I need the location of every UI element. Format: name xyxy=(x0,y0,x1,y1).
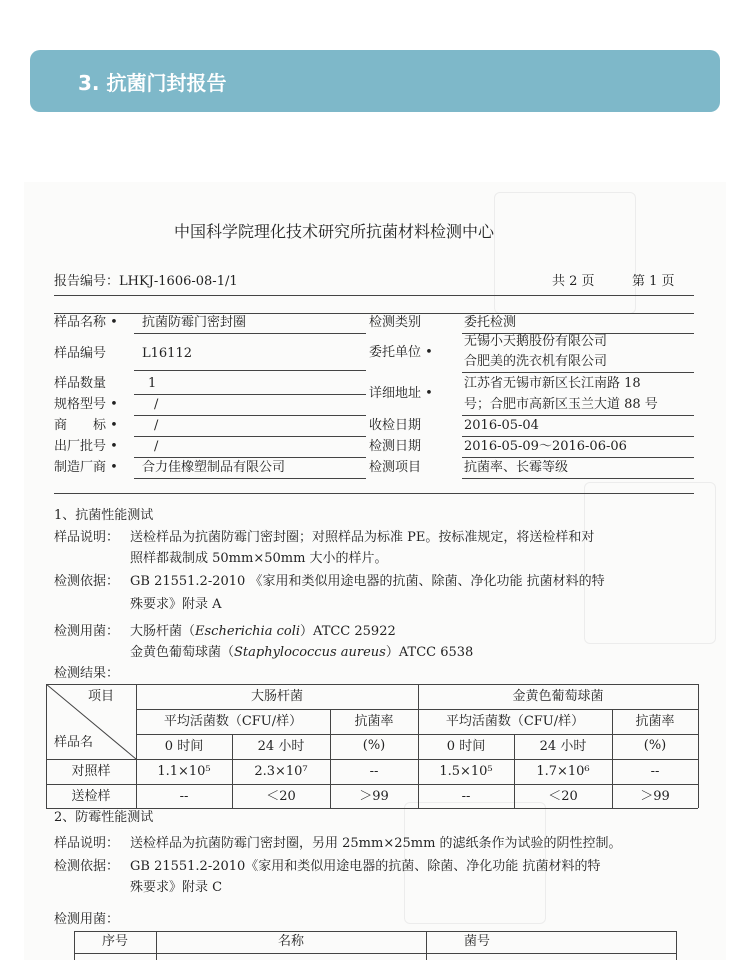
ecoli-rate-head: 抗菌率 xyxy=(354,714,394,729)
sample-desc-label: 样品说明： xyxy=(54,530,120,545)
staph-0h-head: 0 时间 xyxy=(446,739,486,754)
table-border xyxy=(676,931,677,960)
rule xyxy=(134,478,366,479)
section-1-title: 1、抗菌性能测试 xyxy=(54,508,154,523)
sample-desc-2-line-1: 送检样品为抗菌防霉门密封圈，另用 25mm×25mm 的滤纸条作为试验的阴性控制。 xyxy=(130,836,622,851)
table-rule xyxy=(426,931,427,960)
row-sample-staph-0h: -- xyxy=(461,789,471,804)
rule xyxy=(462,436,694,437)
col-no-head: 序号 xyxy=(101,934,128,949)
ecoli-rate-pct: (%) xyxy=(362,738,386,753)
basis-2-line-1: GB 21551.2-2010《家用和类似用途电器的抗菌、除菌、净化功能 抗菌材料的特 xyxy=(130,859,601,874)
ecoli-0h-head: 0 时间 xyxy=(164,739,204,754)
strain-ecoli: 大肠杆菌（Escherichia coli）ATCC 25922 xyxy=(130,624,396,639)
basis-line-1: GB 21551.2-2010 《家用和类似用途电器的抗菌、除菌、净化功能 抗菌材料的特 xyxy=(130,574,605,589)
page-number: 第 1 页 xyxy=(632,274,675,289)
value-address-1: 江苏省无锡市新区长江南路 18 xyxy=(464,376,641,391)
rule xyxy=(134,457,366,458)
label-brand: 商 标 • xyxy=(54,418,118,433)
rule xyxy=(462,478,694,479)
basis-label: 检测依据： xyxy=(54,574,120,589)
rule xyxy=(462,415,694,416)
value-test-date: 2016-05-09～2016-06-06 xyxy=(464,439,627,454)
basis-2-label: 检测依据： xyxy=(54,859,120,874)
value-test-type: 委托检测 xyxy=(464,315,517,330)
report-document xyxy=(24,182,726,960)
row-control-ecoli-24h: 2.3×10⁷ xyxy=(254,764,308,779)
value-model: / xyxy=(154,397,159,412)
staph-header: 金黄色葡萄球菌 xyxy=(512,689,604,704)
institution-title: 中国科学院理化技术研究所抗菌材料检测中心 xyxy=(174,222,495,241)
strain-2-label: 检测用菌： xyxy=(54,912,120,927)
label-quantity: 样品数量 xyxy=(54,376,107,391)
row-control-staph-0h: 1.5×10⁵ xyxy=(439,764,493,779)
strain-label: 检测用菌： xyxy=(54,624,120,639)
row-control-staph-rate: -- xyxy=(650,764,660,779)
sample-desc-line-2: 照样都裁制成 50mm×50mm 大小的样片。 xyxy=(130,551,388,566)
label-test-date: 检测日期 xyxy=(369,439,422,454)
row-control-name: 对照样 xyxy=(71,764,111,779)
basis-2-line-2: 殊要求》附录 C xyxy=(130,880,223,895)
table-sample-head: 样品名 xyxy=(54,735,94,750)
value-sample-no: L16112 xyxy=(142,346,192,361)
report-number: 报告编号：LHKJ-1606-08-1/1 xyxy=(54,274,238,289)
label-address: 详细地址 • xyxy=(369,386,433,401)
value-address-2: 号；合肥市高新区玉兰大道 88 号 xyxy=(464,397,658,412)
row-control-staph-24h: 1.7×10⁶ xyxy=(536,764,590,779)
rule xyxy=(134,370,366,371)
table-rule xyxy=(136,709,698,710)
label-sample-no: 样品编号 xyxy=(54,346,107,361)
table-border xyxy=(74,931,676,932)
row-sample-staph-24h: ＜20 xyxy=(548,789,578,804)
label-client: 委托单位 • xyxy=(369,345,433,360)
row-control-ecoli-0h: 1.1×10⁵ xyxy=(157,764,211,779)
row-sample-staph-rate: ＞99 xyxy=(640,789,670,804)
basis-line-2: 殊要求》附录 A xyxy=(130,597,222,612)
row-sample-ecoli-0h: -- xyxy=(179,789,189,804)
table-rule xyxy=(136,734,698,735)
watermark xyxy=(584,482,716,644)
rule xyxy=(134,394,366,395)
table-item-head: 项目 xyxy=(88,689,115,704)
rule xyxy=(462,372,694,373)
label-test-items: 检测项目 xyxy=(369,460,422,475)
label-received: 收检日期 xyxy=(369,418,422,433)
value-quantity: 1 xyxy=(148,376,157,391)
table-rule xyxy=(46,784,698,785)
divider xyxy=(54,493,694,494)
col-strain-head: 菌号 xyxy=(464,934,491,949)
value-maker: 合力佳橡塑制品有限公司 xyxy=(142,460,286,475)
sample-desc-line-1: 送检样品为抗菌防霉门密封圈；对照样品为标准 PE。按标准规定，将送检样和对 xyxy=(130,530,595,545)
col-name-head: 名称 xyxy=(277,934,304,949)
section-2-title: 2、防霉性能测试 xyxy=(54,810,154,825)
rule xyxy=(462,457,694,458)
value-brand: / xyxy=(154,418,159,433)
staph-24h-head: 24 小时 xyxy=(539,739,587,754)
rule xyxy=(54,313,694,314)
label-batch: 出厂批号 • xyxy=(54,439,118,454)
value-batch: / xyxy=(154,439,159,454)
ecoli-header: 大肠杆菌 xyxy=(250,689,303,704)
staph-rate-head: 抗菌率 xyxy=(635,714,675,729)
section-title: 3. 抗菌门封报告 xyxy=(78,71,227,95)
value-received: 2016-05-04 xyxy=(464,418,539,433)
ecoli-24h-head: 24 小时 xyxy=(257,739,305,754)
page-count: 共 2 页 xyxy=(552,274,595,289)
table-border xyxy=(46,684,698,685)
label-model: 规格型号 • xyxy=(54,397,118,412)
rule xyxy=(134,415,366,416)
ecoli-avg-count-head: 平均活菌数（CFU/样） xyxy=(163,714,303,729)
table-border xyxy=(46,808,698,809)
row-sample-ecoli-rate: ＞99 xyxy=(359,789,389,804)
rule xyxy=(134,333,366,334)
result-label: 检测结果： xyxy=(54,666,120,681)
rule xyxy=(134,436,366,437)
row-control-ecoli-rate: -- xyxy=(369,764,379,779)
table-border xyxy=(698,684,699,808)
row-sample-name: 送检样 xyxy=(71,789,111,804)
row-sample-ecoli-24h: ＜20 xyxy=(266,789,296,804)
label-sample-name: 样品名称 • xyxy=(54,315,118,330)
sample-desc-2-label: 样品说明： xyxy=(54,836,120,851)
table-rule xyxy=(46,759,698,760)
value-test-items: 抗菌率、长霉等级 xyxy=(464,460,569,475)
strain-staph: 金黄色葡萄球菌（Staphylococcus aureus）ATCC 6538 xyxy=(130,645,474,660)
staph-avg-count-head: 平均活菌数（CFU/样） xyxy=(445,714,585,729)
table-rule xyxy=(74,953,676,954)
staph-rate-pct: (%) xyxy=(643,738,667,753)
section-banner xyxy=(30,50,720,112)
value-client-2: 合肥美的洗衣机有限公司 xyxy=(464,354,608,369)
label-test-type: 检测类别 xyxy=(369,315,422,330)
label-maker: 制造厂商 • xyxy=(54,460,118,475)
value-sample-name: 抗菌防霉门密封圈 xyxy=(142,315,247,330)
divider xyxy=(54,295,694,296)
value-client-1: 无锡小天鹅股份有限公司 xyxy=(464,334,608,349)
